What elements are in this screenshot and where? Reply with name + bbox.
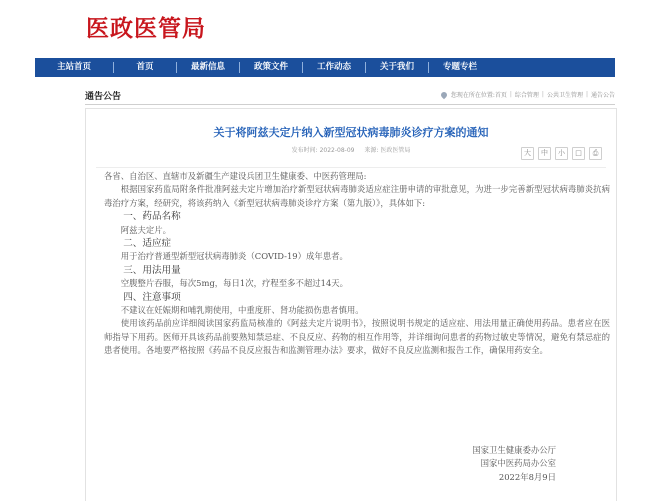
signature-date: 2022年8月9日 — [498, 471, 556, 482]
share-icon[interactable]: □ — [572, 147, 585, 160]
nav-item-home[interactable]: 首页 — [136, 62, 154, 72]
intro-paragraph: 根据国家药监局附条件批准阿兹夫定片增加治疗新型冠状病毒肺炎适应症注册申请的审批意见，为进一步完善新型冠状病毒肺炎抗病毒治疗方案，经研究，将该药纳入《新型冠状病毒肺炎诊疗方案（第九版）》，具体如下: — [104, 184, 610, 208]
publish-date: 发布时间: 2022-08-09 — [291, 147, 355, 154]
section-title: 通告公告 — [85, 92, 122, 102]
closing-paragraph: 使用该药品前应详细阅读国家药监局核准的《阿兹夫定片说明书》，按照说明书规定的适应症、用法用量正确使用药品。患者应在医师指导下用药。医师开具该药品前要熟知禁忌症、不良反应、药物的相互作用等，并详细询问患者的药物过敏史等情况，避免有禁忌症的患者使用。各地要严格按照《药品不良反应报告和监测管理办法》要求，做好不良反应监测和报告工作，确保用药安全。 — [104, 318, 610, 356]
section-text: 不建议在妊娠期和哺乳期使用，中重度肝、肾功能损伤患者慎用。 — [120, 305, 364, 316]
signature-org: 国家中医药局办公室 — [480, 458, 556, 469]
print-icon[interactable]: ⎙ — [589, 147, 602, 160]
section-text: 阿兹夫定片。 — [120, 224, 172, 235]
main-nav — [35, 58, 615, 77]
section-heading: 四、注意事项 — [123, 291, 181, 303]
font-medium-button[interactable]: 中 — [538, 147, 551, 160]
site-logo[interactable]: 医政医管局 — [86, 15, 206, 42]
font-small-button[interactable]: 小 — [555, 147, 568, 160]
font-large-button[interactable]: 大 — [521, 147, 534, 160]
section-heading: 一、药品名称 — [123, 211, 181, 223]
nav-item-topics[interactable]: 专题专栏 — [442, 62, 477, 72]
breadcrumb-prefix: 您现在所在位置: — [450, 92, 495, 99]
section-text: 空腹整片吞服，每次5mg，每日1次，疗程至多不超过14天。 — [120, 278, 349, 289]
breadcrumb-separator: | — [541, 91, 544, 98]
section-heading: 三、用法用量 — [123, 264, 181, 276]
nav-item-latest[interactable]: 最新信息 — [190, 62, 225, 72]
salutation: 各省、自治区、直辖市及新疆生产建设兵团卫生健康委、中医药管理局: — [104, 171, 367, 181]
article-source: 来源: 医政医管局 — [364, 147, 411, 154]
section-text: 用于治疗普通型新型冠状病毒肺炎（COVID-19）成年患者。 — [120, 251, 348, 262]
breadcrumb-link-general[interactable]: 综合管理 — [514, 92, 539, 99]
breadcrumb-link-public-health[interactable]: 公共卫生管理 — [546, 92, 583, 99]
signature-org: 国家卫生健康委办公厅 — [472, 445, 556, 455]
breadcrumb-link-notices[interactable]: 通告公告 — [590, 92, 615, 99]
article-tools — [521, 147, 602, 160]
breadcrumb-link-home[interactable]: 首页 — [494, 92, 507, 99]
nav-item-about[interactable]: 关于我们 — [379, 62, 414, 72]
breadcrumb-separator: | — [509, 91, 512, 98]
article-panel — [85, 108, 617, 501]
section-header — [85, 88, 615, 105]
section-heading: 二、适应症 — [123, 238, 172, 250]
location-pin-icon — [440, 90, 448, 98]
nav-item-policy[interactable]: 政策文件 — [253, 62, 288, 72]
article-body — [104, 170, 610, 358]
breadcrumb-separator: | — [585, 91, 588, 98]
nav-item-main-site[interactable]: 主站首页 — [56, 62, 91, 72]
signature-block — [472, 444, 556, 484]
breadcrumb — [441, 90, 615, 99]
title-divider — [96, 167, 606, 168]
nav-item-news[interactable]: 工作动态 — [316, 62, 351, 72]
article-title: 关于将阿兹夫定片纳入新型冠状病毒肺炎诊疗方案的通知 — [213, 126, 489, 139]
